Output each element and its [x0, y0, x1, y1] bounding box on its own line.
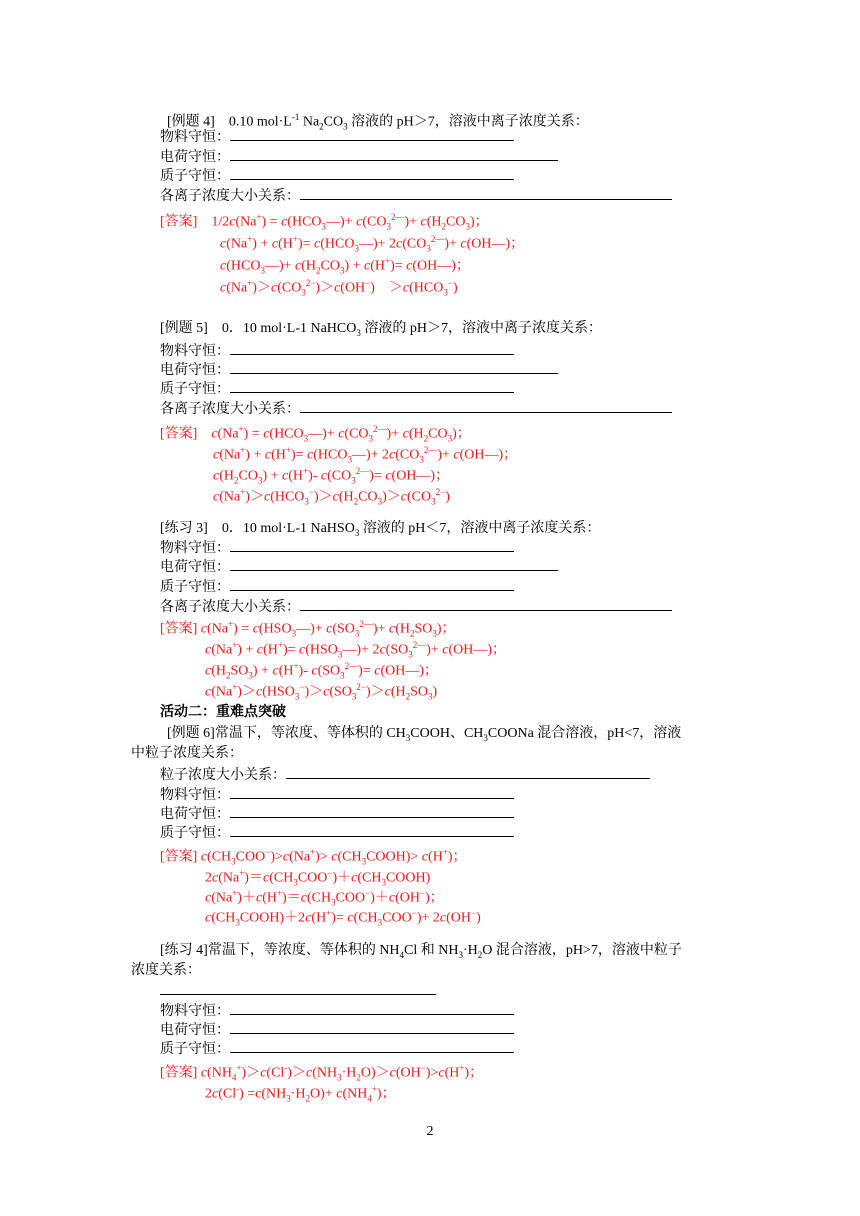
pr3-answer-3: $c(H_2SO_3) + c(H^+)-$ $c(SO_3^{2—})=$ c(OH—)；: [205, 661, 438, 681]
ex5-dianhe: 电荷守恒：: [160, 361, 558, 380]
ex5-answer-2: $c(Na^+) + c(H^+)= c(HCO_3—)+ 2c(CO_3^{2—})+$ c(OH—)；: [213, 445, 518, 465]
answer-blank[interactable]: [230, 558, 558, 571]
pr4-answer-2: $2c(Cl^-) =c(NH_3\cdot H_2O)+ c(NH_4^+)$；: [205, 1084, 396, 1104]
activity2-heading: 活动二：重难点突破: [160, 705, 286, 720]
pr3-dianhe: 电荷守恒：: [160, 558, 558, 577]
pr3-title: [练习 3] 0．10 mol·L-1 NaHSO$_3$ 溶液的 pH＜7，溶液中离子浓度关系：: [160, 521, 601, 538]
answer-blank[interactable]: [300, 598, 672, 611]
answer-blank[interactable]: [230, 1002, 514, 1015]
answer-blank[interactable]: [230, 342, 514, 355]
answer-blank[interactable]: [230, 578, 514, 591]
answer-blank[interactable]: [286, 766, 650, 779]
answer-blank[interactable]: [230, 167, 514, 180]
answer-blank[interactable]: [300, 187, 672, 200]
ex6-answer-1: [答案] $c(CH_3COO^-)>c(Na^+)>$ $c(CH_3COOH)> c(H^+)$；: [160, 847, 467, 867]
answer-blank[interactable]: [300, 400, 672, 413]
answer-blank[interactable]: [230, 148, 558, 161]
ex6-answer-3: $c(Na^+)+c(H^+)=c(CH_3COO^-)+c(OH^-)$；: [205, 888, 444, 908]
pr3-wuliao: 物料守恒：: [160, 539, 514, 558]
answer-blank[interactable]: [160, 982, 436, 995]
ex4-answer-4: $c(Na^+)>c(CO_3^{2-})>c(OH^-)$ $>c(HCO_3^-)$: [220, 278, 458, 298]
answer-blank[interactable]: [230, 805, 514, 818]
pr4-lizi: [160, 982, 436, 1001]
answer-blank[interactable]: [230, 786, 514, 799]
ex4-lizi: 各离子浓度大小关系：: [160, 187, 672, 206]
ex5-answer-3: $c(H_2CO_3) + c(H^+)-$ $c(CO_3^{2—})=$ c(OH—)；: [213, 466, 450, 486]
ex5-answer-4: $c(Na^+)>c(HCO_3^-)>c(H_2CO_3)>c(CO_3^{2-})$: [213, 487, 450, 507]
ex6-zhizi: 质子守恒：: [160, 824, 514, 843]
pr3-lizi: 各离子浓度大小关系：: [160, 598, 672, 617]
pr3-zhizi: 质子守恒：: [160, 578, 514, 597]
answer-blank[interactable]: [230, 1040, 514, 1053]
answer-blank[interactable]: [230, 128, 514, 141]
ex6-wuliao: 物料守恒：: [160, 786, 514, 805]
pr4-dianhe: 电荷守恒：: [160, 1021, 514, 1040]
answer-blank[interactable]: [230, 361, 558, 374]
ex5-lizi: 各离子浓度大小关系：: [160, 400, 672, 419]
ex6-title-2: 中粒子浓度关系：: [131, 746, 243, 761]
ex5-wuliao: 物料守恒：: [160, 342, 514, 361]
pr3-answer-1: [答案] $c(Na^+) = c(HSO_3—)+ c(SO_3^{2—})+ c(H_2SO_3)$；: [160, 619, 456, 639]
answer-blank[interactable]: [230, 380, 514, 393]
pr3-answer-2: $c(Na^+) + c(H^+)= c(HSO_3—)+ 2c(SO_3^{2—})+$ c(OH—)；: [205, 640, 507, 660]
ex5-answer-1: [答案] $c(Na^+) = c(HCO_3—)+ c(CO_3^{2—})+ c(H_2CO_3)$；: [160, 424, 471, 444]
pr3-answer-4: $c(Na^+)>c(HSO_3^-)>c(SO_3^{2-})>c(H_2SO_3)$: [205, 682, 438, 702]
ex6-answer-2: $2c(Na^+)=c(CH_3COO^-)+c(CH_3COOH)$: [205, 868, 431, 888]
pr4-title-2: 浓度关系：: [131, 963, 201, 978]
ex5-zhizi: 质子守恒：: [160, 380, 514, 399]
pr4-answer-1: [答案] $c(NH_4^+)>c(Cl^-)>c(NH_3\cdot H_2O)>c(OH^-)>c(H^+)$；: [160, 1063, 484, 1083]
ex4-answer-2: $c(Na^+) + c(H^+)= c(HCO_3—)+ 2c(CO_3^{2—})+$ c(OH—)；: [220, 234, 525, 254]
answer-blank[interactable]: [230, 1021, 514, 1034]
ex6-dianhe: 电荷守恒：: [160, 805, 514, 824]
page-number: 2: [426, 1124, 434, 1139]
pr4-title-1: [练习 4]常温下，等浓度、等体积的 $NH_4Cl$ 和 $NH_3\cdot H_2O$ 混合溶液，pH>7，溶液中粒子: [160, 943, 682, 960]
ex6-title-1: [例题 6]常温下，等浓度、等体积的 $CH_3COOH$、$CH_3COONa$ 混合溶液，pH<7，溶液: [167, 726, 682, 743]
ex4-title: [例题 4] 0.10 $mol\cdot L^{-1}$ $Na_2CO_3$ 溶液的 pH＞7，溶液中离子浓度关系：: [167, 112, 589, 132]
ex4-wuliao: 物料守恒：: [160, 128, 514, 147]
ex6-lizi: 粒子浓度大小关系：: [160, 766, 650, 785]
pr4-zhizi: 质子守恒：: [160, 1040, 514, 1059]
ex4-answer-3: $c(HCO_3—)+ c(H_2CO_3) + c(H^+)=$ c(OH—)；: [220, 256, 470, 276]
answer-blank[interactable]: [230, 539, 514, 552]
pr4-wuliao: 物料守恒：: [160, 1002, 514, 1021]
ex5-title: [例题 5] 0．10 mol·L-1 NaHCO$_3$ 溶液的 pH＞7，溶液中离子浓度关系：: [160, 321, 602, 338]
ex4-zhizi: 质子守恒：: [160, 167, 514, 186]
ex6-answer-4: $c(CH_3COOH)+2c(H^+)= c(CH_3COO^-)+ 2c(OH^-)$: [205, 908, 481, 928]
answer-blank[interactable]: [230, 824, 514, 837]
ex4-dianhe: 电荷守恒：: [160, 148, 558, 167]
ex4-answer-1: [答案] $1/2c(Na^+) = c(HCO_3—)+ c(CO_3^{2—})+ c(H_2CO_3)$；: [160, 212, 489, 232]
